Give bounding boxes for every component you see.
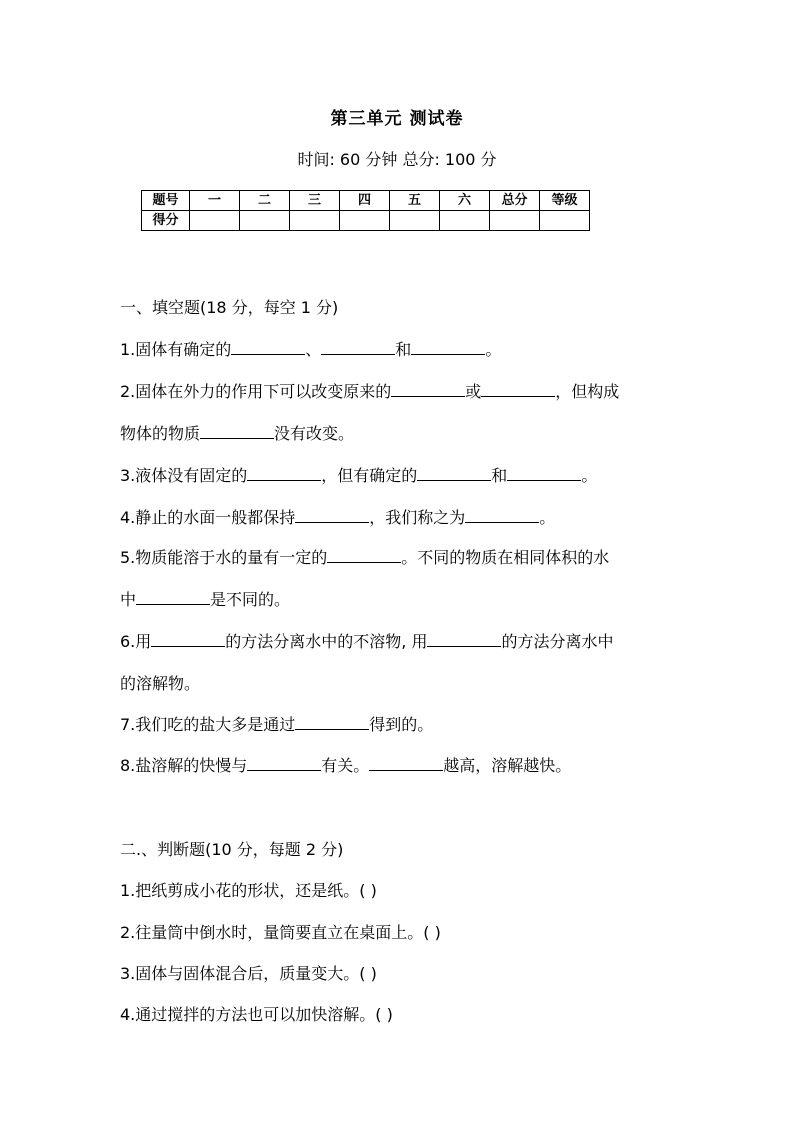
score-row-label: 得分 [142,211,190,231]
score-input-cell[interactable] [440,211,490,231]
question-1-8: 8.盐溶解的快慢与 有关。 越高，溶解越快。 [120,756,572,775]
judge-question-3[interactable]: 3.固体与固体混合后，质量变大。( ) [120,964,377,983]
score-table-header-row [142,191,590,211]
score-input-cell[interactable] [290,211,340,231]
score-cell: 题号 [142,191,190,211]
answer-blank[interactable] [231,340,305,355]
score-cell: 一 [190,191,240,211]
score-input-cell[interactable] [390,211,440,231]
page-title: 第三单元 测试卷 [330,109,464,129]
answer-blank[interactable] [369,756,443,771]
judge-question-1[interactable]: 1.把纸剪成小花的形状，还是纸。( ) [120,881,377,900]
answer-blank[interactable] [295,508,369,523]
answer-blank[interactable] [427,632,501,647]
question-1-4: 4.静止的水面一般都保持 ，我们称之为 。 [120,508,556,527]
answer-blank[interactable] [391,382,465,397]
score-input-cell[interactable] [340,211,390,231]
section-2-heading: 二.、判断题(10 分，每题 2 分) [120,840,344,859]
answer-blank[interactable] [481,382,555,397]
question-1-5: 5.物质能溶于水的量有一定的 。不同的物质在相同体积的水 [120,548,610,567]
judge-question-4[interactable]: 4.通过搅拌的方法也可以加快溶解。( ) [120,1005,393,1024]
exam-info: 时间: 60 分钟 总分: 100 分 [297,150,497,169]
score-cell: 总分 [490,191,540,211]
question-1-5-cont: 中 是不同的。 [120,590,291,609]
score-cell: 三 [290,191,340,211]
score-cell: 二 [240,191,290,211]
question-1-3: 3.液体没有固定的 ，但有确定的 和 。 [120,466,598,485]
score-table-score-row [142,211,590,231]
answer-blank[interactable] [295,715,369,730]
question-1-1: 1.固体有确定的 、 和 。 [120,340,502,359]
question-1-6: 6.用 的方法分离水中的不溶物, 用 的方法分离水中 [120,632,614,651]
score-cell: 五 [390,191,440,211]
answer-blank[interactable] [247,756,321,771]
answer-blank[interactable] [465,508,539,523]
question-1-7: 7.我们吃的盐大多是通过 得到的。 [120,715,434,734]
question-1-2-cont: 物体的物质 没有改变。 [120,424,355,443]
judge-question-2[interactable]: 2.往量筒中倒水时，量筒要直立在桌面上。( ) [120,923,441,942]
answer-blank[interactable] [507,466,581,481]
answer-blank[interactable] [411,340,485,355]
answer-blank[interactable] [136,590,210,605]
answer-blank[interactable] [247,466,321,481]
score-input-cell[interactable] [540,211,590,231]
answer-blank[interactable] [417,466,491,481]
score-input-cell[interactable] [190,211,240,231]
score-cell: 六 [440,191,490,211]
score-table [141,190,590,231]
question-1-6-cont: 的溶解物。 [120,674,201,693]
score-input-cell[interactable] [490,211,540,231]
answer-blank[interactable] [200,424,274,439]
score-cell: 等级 [540,191,590,211]
question-1-2: 2.固体在外力的作用下可以改变原来的 或 ，但构成 [120,382,620,401]
section-1-heading: 一、填空题(18 分，每空 1 分) [120,298,339,317]
answer-blank[interactable] [327,548,401,563]
answer-blank[interactable] [151,632,225,647]
score-cell: 四 [340,191,390,211]
score-input-cell[interactable] [240,211,290,231]
answer-blank[interactable] [321,340,395,355]
